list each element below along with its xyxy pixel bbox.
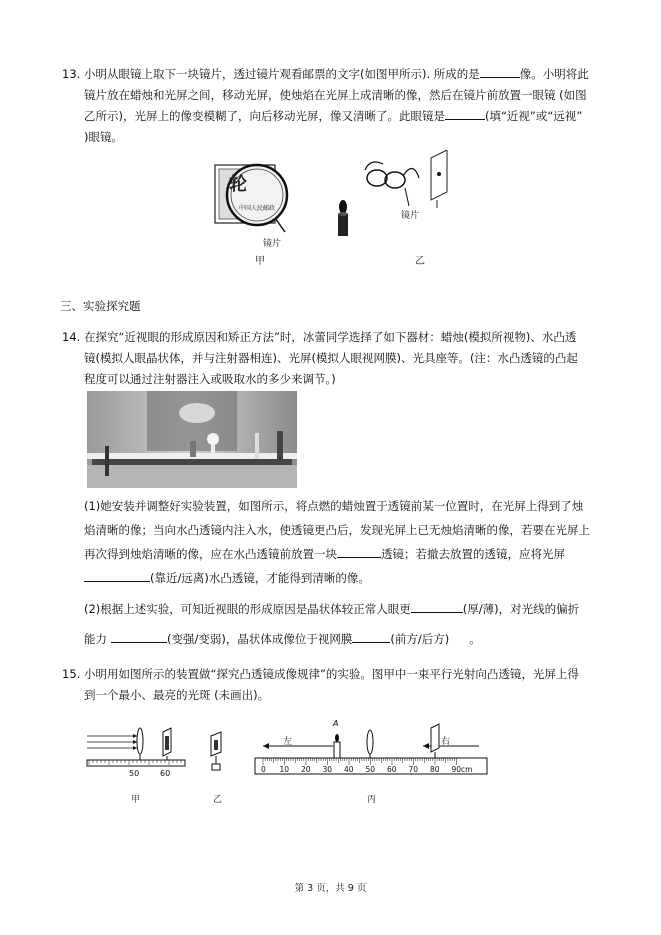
ruler-tick-label: 80 [430, 765, 440, 774]
ruler-tick-label: 40 [344, 765, 354, 774]
figure-caption: 乙 [213, 795, 223, 805]
question-number: 15. [62, 667, 81, 681]
question-line: (1)她安装并调整好实验装置，如图所示，将点燃的蜡烛置于透镜前某一位置时，在光屏上得到了烛 [84, 499, 584, 513]
lens-label: 镜片 [263, 239, 282, 249]
ruler-tick-label: 20 [301, 765, 311, 774]
ruler-tick-label: 60 [160, 769, 171, 778]
stamp-magnifier-illustration [215, 165, 287, 249]
ruler-tick-label: 70 [408, 765, 419, 774]
question-number: 14. [62, 330, 81, 344]
question-14-part-2 [84, 594, 614, 654]
question-line: 到一个最小、最亮的光斑 (未画出)。 [84, 688, 270, 702]
experiment-photo [87, 391, 297, 488]
question-line: 小明用如图所示的装置做“探究凸透镜成像规律”的实验。图甲中一束平行光射向凸透镜，光屏上得 [84, 667, 579, 681]
answer-blank[interactable] [337, 545, 381, 558]
section-title: 三、实验探究题 [60, 299, 141, 313]
question-13 [62, 64, 604, 148]
figure-bing [255, 719, 487, 805]
answer-blank[interactable] [111, 630, 167, 643]
ruler-tick-label: 0 [261, 765, 266, 774]
q13-figure [205, 150, 465, 270]
figure-caption: 甲 [131, 795, 141, 805]
question-line: 镜片放在蜡烛和光屏之间，移动光屏，使烛焰在光屏上成清晰的像，然后在镜片前放置一眼镜 (如图 [84, 88, 587, 102]
direction-label-left: 左 [283, 737, 293, 747]
ruler-tick-label: 10 [279, 765, 290, 774]
question-line: 镜(模拟人眼晶状体，并与注射器相连)、光屏(模拟人眼视网膜)、光具座等。(注：水凸透镜的凸起 [84, 351, 578, 365]
answer-blank[interactable] [411, 600, 463, 613]
glasses-screen-illustration [365, 150, 447, 221]
q15-figure [85, 718, 490, 810]
ruler-tick-label: 50 [365, 765, 376, 774]
question-line: (靠近/远离)水凸透镜，才能得到清晰的像。 [84, 566, 604, 590]
question-line: (2)根据上述实验，可知近视眼的形成原因是晶状体较正常人眼更 (厚/薄)，对光线的偏折 [84, 602, 580, 616]
ruler-tick-label: 90cm [451, 765, 473, 774]
question-number: 13. [62, 67, 81, 81]
figure-caption: 丙 [367, 795, 377, 805]
answer-blank[interactable] [445, 107, 485, 120]
ruler-tick-label: 30 [322, 765, 333, 774]
answer-blank[interactable] [84, 569, 150, 582]
question-line: 焰清晰的像；当向水凸透镜内注入水，使透镜更凸后，发现光屏上已无烛焰清晰的像，若要在光屏上 [84, 523, 590, 537]
question-14-part-1 [84, 494, 604, 590]
ruler-tick-label: 50 [129, 769, 140, 778]
figure-caption: 乙 [415, 256, 425, 267]
question-line: 在探究“近视眼的形成原因和矫正方法”时，冰蕾同学选择了如下器材：蜡烛(模拟所视物)、水凸透 [84, 330, 577, 344]
question-line: 程度可以通过注射器注入或吸取水的多少来调节。) [84, 372, 336, 386]
page-footer: 第 3 页，共 9 页 [294, 883, 367, 894]
lens-label: 镜片 [401, 211, 420, 221]
figure-yi [211, 732, 222, 805]
question-line: 能力 (变强/变弱)，晶状体成像位于视网膜 (前方/后方) 。 [84, 632, 481, 646]
question-line: 小明从眼镜上取下一块镜片，透过镜片观看邮票的文字(如图甲所示). 所成的是 像。小明将此 [84, 67, 589, 81]
figure-caption: 甲 [255, 256, 265, 267]
answer-blank[interactable] [352, 630, 390, 643]
direction-label-right: 右 [441, 737, 451, 747]
question-15 [62, 664, 604, 706]
candle-illustration [338, 200, 348, 236]
question-line: )眼镜。 [84, 130, 123, 144]
answer-blank[interactable] [480, 65, 520, 78]
question-line: 乙所示)，光屏上的像变模糊了，向后移动光屏，像又清晰了。此眼镜是 (填“近视”或“远视” [84, 109, 583, 123]
stamp-text: 中国人民邮政 [239, 205, 276, 212]
ruler-tick-label: 60 [387, 765, 397, 774]
svg-text:轮: 轮 [229, 174, 247, 195]
figure-jia [87, 728, 185, 805]
question-line: 再次得到烛焰清晰的像，应在水凸透镜前放置一块 透镜；若撤去放置的透镜，应将光屏 [84, 547, 565, 561]
question-14 [62, 327, 604, 390]
candle-label: A [333, 719, 339, 728]
